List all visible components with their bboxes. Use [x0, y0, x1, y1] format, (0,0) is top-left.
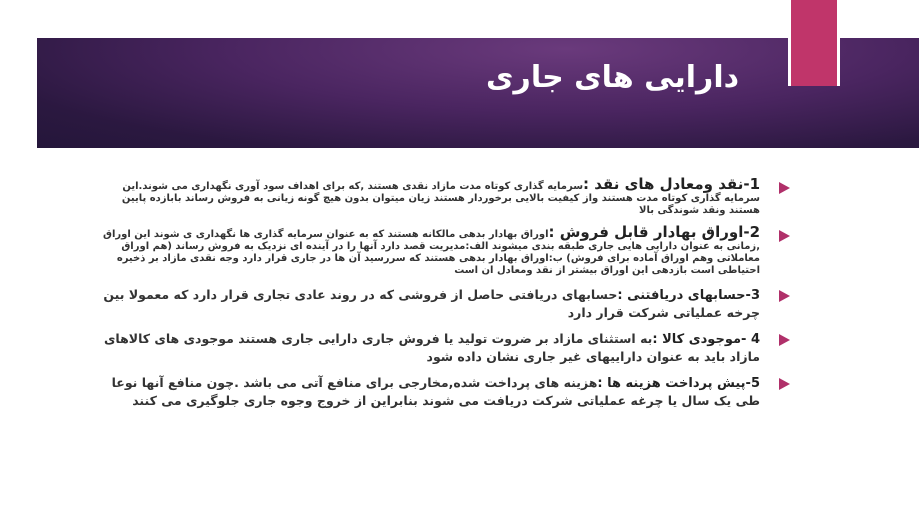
item-body: اوراق بهادار بدهی مالکانه هستند که به عنوان سرمایه گذاری ها نگهداری ی شوند این اوراق ,زمانی به عنوان دارایی هایی جاری طبقه بندی میشوند الف:مدیریت قصد دارد آنها را در آینده ای نزدیک به فروش رساند (هم اوراق معاملاتی وهم اوراق آماده برای فروش) ب:اوراق بهادار بدهی هستند که سررسید آن ها در جاری قرار دارد وجه نقدی مازاد بر ذخیره احتیاطی است بازدهی این اوراق بیشتر از نقد ومعادل ان است	[103, 229, 760, 276]
item-body: هزینه های پرداخت شده,مخارجی برای منافع آتی می باشد .چون منافع آنها نوعا طی یک سال یا چرغه عملیاتی شرکت دریافت می شوند بنابراین از خروج وجوه جاری جلوگیری می کنند	[111, 375, 760, 408]
triangle-bullet-icon	[779, 230, 790, 242]
slide-title: دارایی های جاری	[486, 60, 739, 95]
list-item	[100, 374, 790, 409]
item-heading: 3-حسابهای دریافتنی :	[617, 288, 760, 303]
item-body: به استثنای مازاد بر ضروت تولید یا فروش جاری دارایی جاری هستند موجودی های کالاهای مازاد باید به عنوان داراییهای غیر جاری نشان داده شود	[103, 331, 760, 364]
list-item	[100, 286, 790, 321]
triangle-bullet-icon	[779, 290, 790, 302]
triangle-bullet-icon	[779, 182, 790, 194]
item-body: سرمایه گذاری کوتاه مدت مازاد نقدی هستند ,که برای اهداف سود آوری نگهداری می شوند.این سرمایه گذاری کوتاه مدت هستند واز کیفیت بالایی برخوردار هستند زیان میتوان بدون هیچ گونه زیانی به فروش رساند بابازده پایین هستند ونقد شوندگی بالا	[121, 181, 760, 216]
title-banner	[37, 38, 919, 148]
item-heading: 1-نقد ومعادل های نقد :	[583, 175, 760, 193]
triangle-bullet-icon	[779, 378, 790, 390]
item-heading: 5-پیش پرداخت هزینه ها :	[597, 376, 760, 391]
list-item	[100, 223, 790, 277]
bullet-list	[100, 175, 790, 418]
item-heading: 4 -موجودی کالا :	[652, 332, 760, 347]
list-item	[100, 330, 790, 365]
accent-tab	[788, 0, 840, 86]
list-item	[100, 175, 790, 217]
triangle-bullet-icon	[779, 334, 790, 346]
item-heading: 2-اوراق بهادار قابل فروش :	[548, 223, 760, 241]
item-body: حسابهای دریافتی حاصل از فروشی که در روند عادی تجاری قرار دارد که معمولا بین چرخه عملیاتی شرکت قرار دارد	[103, 287, 760, 320]
